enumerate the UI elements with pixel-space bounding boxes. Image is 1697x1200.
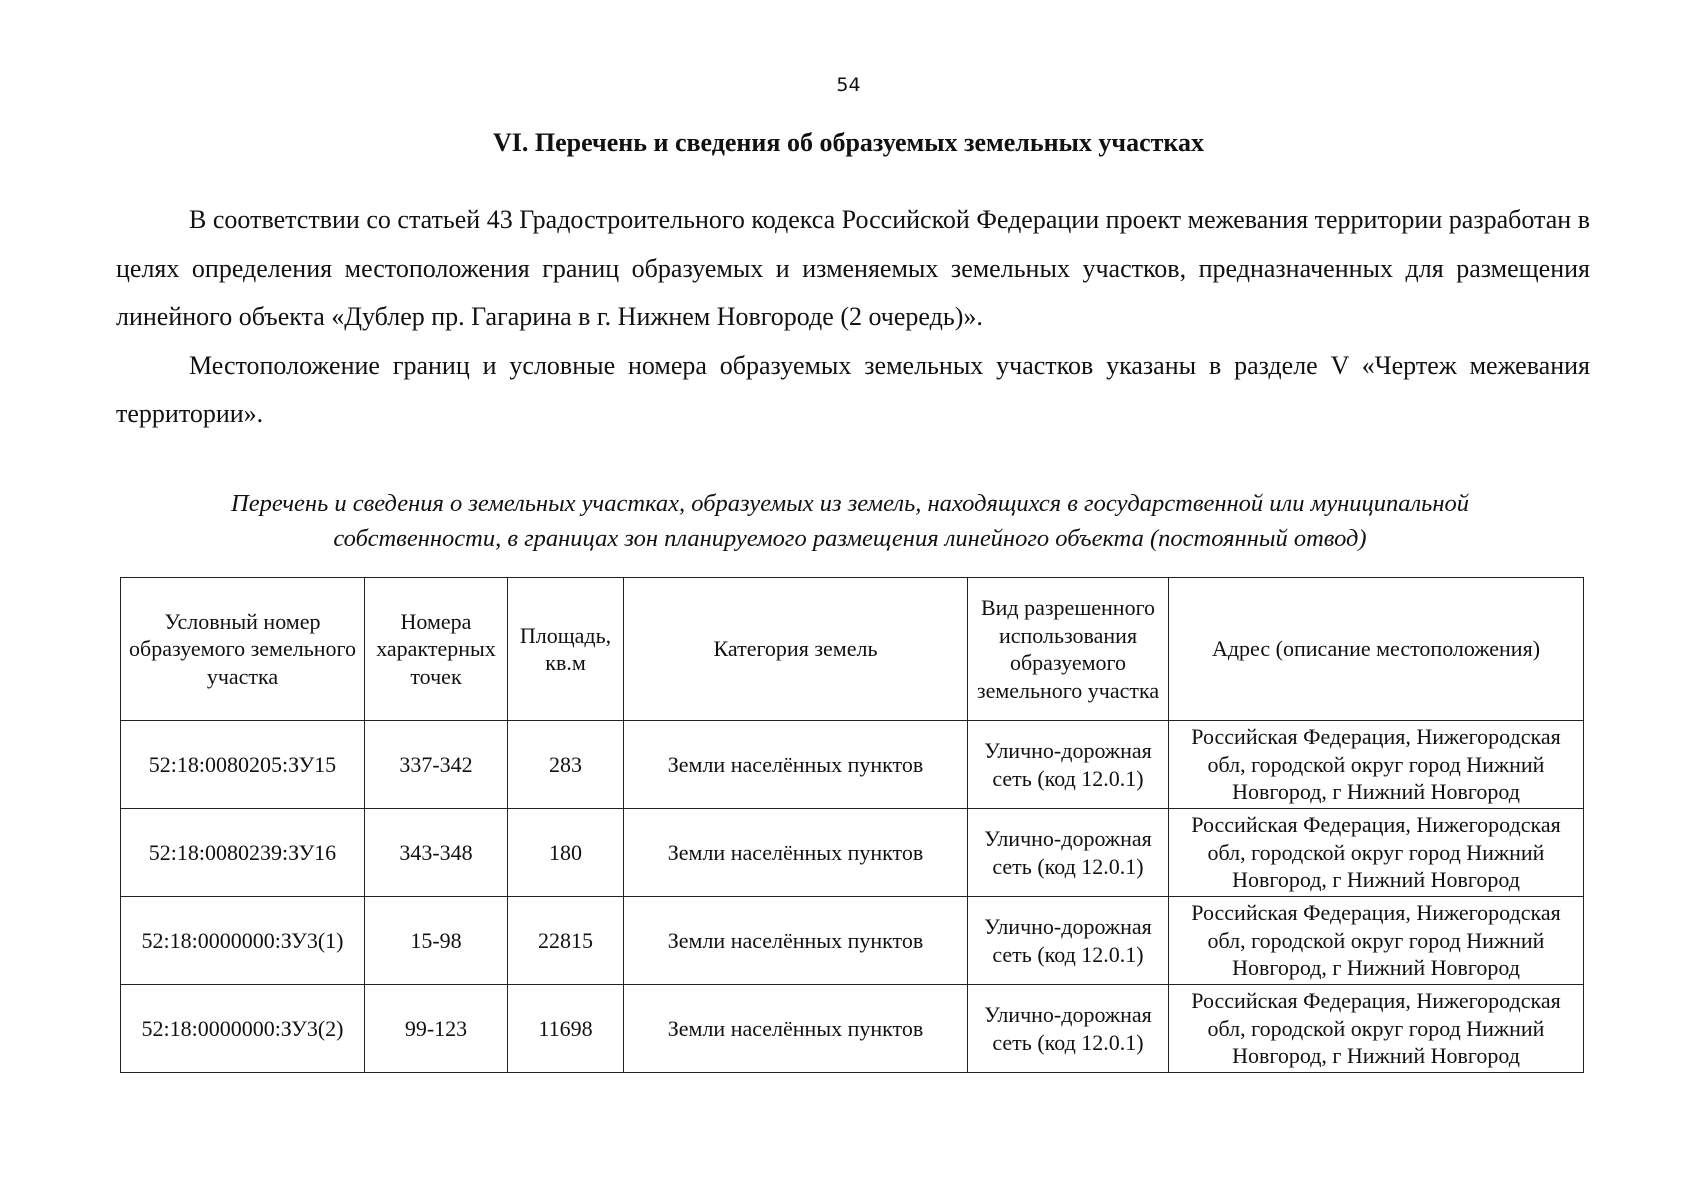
address-line: Новгород, г Нижний Новгород (1232, 1043, 1520, 1069)
address-line: Российская Федерация, Нижегородская (1191, 812, 1561, 838)
cell-points: 337-342 (365, 721, 508, 809)
cell-cadastral-number: 52:18:0000000:ЗУ3(2) (121, 985, 365, 1073)
header-characteristic-points: Номера характерных точек (365, 578, 508, 721)
header-address: Адрес (описание местоположения) (1169, 578, 1584, 721)
cell-cadastral-number: 52:18:0000000:ЗУ3(1) (121, 897, 365, 985)
cell-points: 15-98 (365, 897, 508, 985)
header-land-category: Категория земель (624, 578, 968, 721)
cell-permitted-use: Улично-дорожная сеть (код 12.0.1) (968, 985, 1169, 1073)
cell-address (1169, 721, 1584, 809)
header-permitted-use: Вид разрешенного использования образуемого земельного участка (968, 578, 1169, 721)
address-line: Новгород, г Нижний Новгород (1232, 867, 1520, 893)
cell-cadastral-number: 52:18:0080205:ЗУ15 (121, 721, 365, 809)
cell-area: 283 (508, 721, 624, 809)
table-row (121, 721, 1584, 809)
cell-address (1169, 809, 1584, 897)
address-line: обл, городской округ город Нижний (1207, 927, 1545, 953)
table-row (121, 985, 1584, 1073)
cell-points: 343-348 (365, 809, 508, 897)
table-row (121, 897, 1584, 985)
cell-permitted-use: Улично-дорожная сеть (код 12.0.1) (968, 897, 1169, 985)
cell-area: 180 (508, 809, 624, 897)
parcels-table (120, 577, 1584, 1073)
header-cadastral-number: Условный номер образуемого земельного участка (121, 578, 365, 721)
location-paragraph: Местоположение границ и условные номера образуемых земельных участков указаны в разделе V «Чертеж межевания территории». (116, 350, 1590, 428)
cell-permitted-use: Улично-дорожная сеть (код 12.0.1) (968, 809, 1169, 897)
cell-address (1169, 985, 1584, 1073)
table-caption (110, 486, 1590, 556)
address-line: обл, городской округ город Нижний (1207, 839, 1545, 865)
address-line: Российская Федерация, Нижегородская (1191, 724, 1561, 750)
cell-land-category: Земли населённых пунктов (624, 809, 968, 897)
table-caption-line: собственности, в границах зон планируемого размещения линейного объекта (постоянный отвод) (333, 525, 1367, 552)
table-header-row (121, 578, 1584, 721)
section-title: VI. Перечень и сведения об образуемых земельных участках (493, 128, 1204, 157)
address-line: Российская Федерация, Нижегородская (1191, 900, 1561, 926)
address-line: Новгород, г Нижний Новгород (1232, 955, 1520, 981)
cell-land-category: Земли населённых пунктов (624, 721, 968, 809)
cell-area: 11698 (508, 985, 624, 1073)
page-number: 54 (836, 74, 861, 96)
cell-area: 22815 (508, 897, 624, 985)
intro-paragraph: В соответствии со статьей 43 Градостроительного кодекса Российской Федерации проект межевания территории разработан в целях определения местоположения границ образуемых и изменяемых земельных участков, предназначенных для размещения линейного объекта «Дублер пр. Гагарина в г. Нижнем Новгороде (2 очередь)». (116, 205, 1590, 331)
cell-land-category: Земли населённых пунктов (624, 897, 968, 985)
cell-permitted-use: Улично-дорожная сеть (код 12.0.1) (968, 721, 1169, 809)
table-caption-line: Перечень и сведения о земельных участках, образуемых из земель, находящихся в государственной или муниципальной (231, 490, 1469, 517)
table-row (121, 809, 1584, 897)
address-line: Российская Федерация, Нижегородская (1191, 988, 1561, 1014)
address-line: Новгород, г Нижний Новгород (1232, 779, 1520, 805)
address-line: обл, городской округ город Нижний (1207, 1015, 1545, 1041)
cell-cadastral-number: 52:18:0080239:ЗУ16 (121, 809, 365, 897)
body-text (116, 196, 1590, 439)
header-area: Площадь, кв.м (508, 578, 624, 721)
address-line: обл, городской округ город Нижний (1207, 751, 1545, 777)
cell-points: 99-123 (365, 985, 508, 1073)
cell-address (1169, 897, 1584, 985)
cell-land-category: Земли населённых пунктов (624, 985, 968, 1073)
